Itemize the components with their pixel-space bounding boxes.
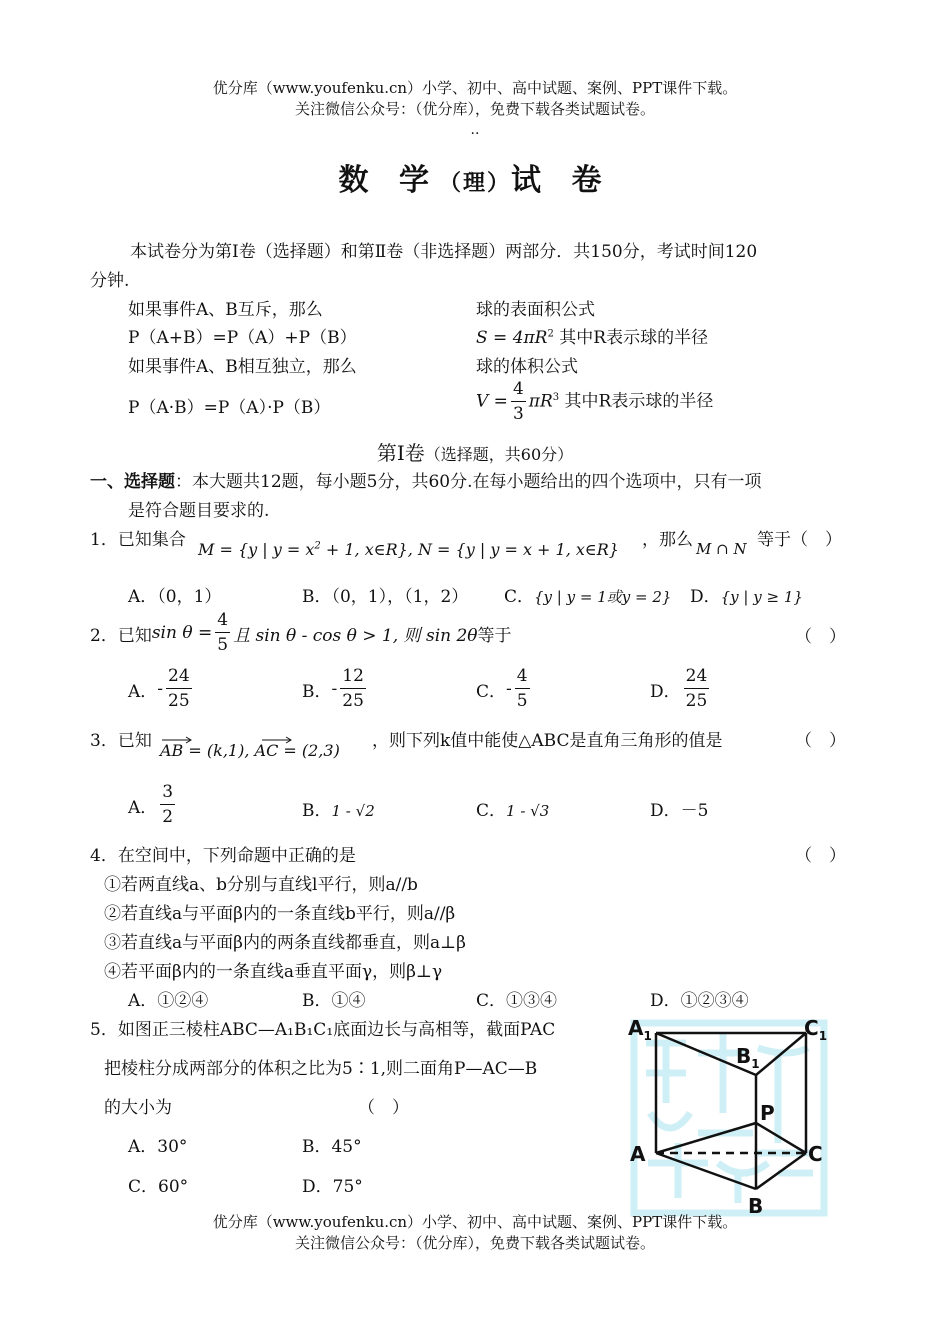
sphere-volume-lhs: V =: [476, 391, 508, 412]
q2-option-a-frac: [166, 668, 192, 710]
intro-line-1: 本试卷分为第Ⅰ卷（选择题）和第Ⅱ卷（非选择题）两部分．共150分，考试时间120: [130, 242, 758, 262]
q2-option-b-den: 25: [342, 691, 364, 711]
q3-option-a-frac: [160, 784, 175, 826]
q4-statement-2: ②若直线a与平面β内的一条直线b平行，则a//β: [104, 904, 456, 924]
formula-left-4: P（A·B）=P（A）·P（B）: [128, 398, 331, 418]
header-dots: ..: [470, 122, 480, 138]
part1-line-2: 是符合题目要求的.: [128, 501, 270, 521]
q5-option-b: B．45°: [302, 1137, 362, 1157]
frac-num: 4: [511, 381, 526, 402]
q2-num: 2．已知: [90, 625, 152, 646]
q1-option-c: [504, 582, 671, 607]
section-title: 第Ⅰ卷: [376, 441, 425, 465]
q3-vectors: [160, 741, 340, 760]
q3-vector-text: AB = (k,1), AC = (2,3): [160, 741, 340, 760]
q3-option-c-label: C．: [476, 801, 507, 821]
section-sub: （选择题，共60分）: [424, 445, 574, 464]
q2-option-a-label: A．: [128, 681, 158, 702]
q5-paren: （ ）: [358, 1098, 409, 1118]
part1-text-1: ：本大题共12题，每小题5分，共60分.在每小题给出的四个选项中，只有一项: [175, 472, 762, 492]
q3-option-b-label: B．: [302, 801, 332, 821]
q2-option-c-sign: -: [506, 679, 512, 699]
page-title: [0, 155, 950, 199]
q2-option-c: [476, 668, 533, 710]
formula-right-4: [476, 381, 713, 423]
intro-line-2: 分钟.: [90, 271, 130, 291]
q1-set-m-exp: 2: [314, 540, 321, 552]
q2-option-d: [650, 668, 712, 710]
q2-post: 且 sin θ - cos θ > 1, 则 sin 2θ: [233, 625, 478, 646]
q1-set-m: M = {y | y = x: [198, 540, 315, 559]
part1-line-1: [90, 467, 761, 492]
q2-option-c-num: 4: [515, 668, 530, 689]
label-b1: $B_1$: [736, 1044, 760, 1071]
sphere-volume-exp: 3: [552, 391, 560, 403]
q5-line-1: 5．如图正三棱柱ABC—A₁B₁C₁底面边长与高相等，截面PAC: [90, 1020, 556, 1040]
q3-vector-arrows: [160, 735, 360, 745]
q1-option-a: A．（0，1）: [128, 587, 222, 607]
q3-option-b: [302, 796, 375, 821]
footer-line-1: 优分库（www.youfenku.cn）小学、初中、高中试题、案例、PPT课件下载。: [212, 1213, 738, 1231]
q3-option-a-num: 3: [160, 784, 175, 805]
section-heading: [0, 437, 950, 466]
sphere-area-formula: S = 4πR: [476, 328, 548, 348]
q5-line-3: 的大小为: [104, 1098, 172, 1118]
q5-line-2: 把棱柱分成两部分的体积之比为5∶1,则二面角P—AC—B: [104, 1059, 538, 1079]
frac-den: 3: [512, 404, 524, 424]
q3-paren: （ ）: [795, 731, 846, 751]
label-p: P: [760, 1101, 775, 1125]
q3-option-d: D．－5: [650, 801, 709, 821]
q2-option-c-label: C．: [476, 681, 507, 702]
q2-option-a-den: 25: [168, 691, 190, 711]
q2-paren: （ ）: [795, 627, 846, 647]
q2-option-b-num: 12: [340, 668, 366, 689]
q4-statement-1: ①若两直线a、b分别与直线l平行，则a//b: [104, 875, 418, 895]
q4-paren: （ ）: [795, 846, 846, 866]
stamp-watermark: [634, 1023, 824, 1213]
q2-frac-den: 5: [217, 635, 229, 655]
sphere-volume-note: 其中R表示球的半径: [564, 391, 714, 412]
q5-option-a: A．30°: [128, 1137, 188, 1157]
q3-option-c-text: 1 - √3: [506, 802, 550, 820]
label-a1: $A_1$: [628, 1016, 652, 1043]
q4-option-a: A．①②④: [128, 991, 209, 1011]
q1-intersection: M ∩ N: [696, 540, 747, 558]
q1-option-c-label: C．: [504, 587, 535, 607]
part1-label: 一、选择题: [90, 472, 175, 492]
formula-left-1: 如果事件A、B互斥，那么: [128, 300, 323, 320]
q1-set-rest: + 1, x∈R}, N = {y | y = x + 1, x∈R}: [320, 540, 619, 559]
q1-option-c-text: {y | y = 1或y = 2}: [534, 588, 672, 606]
header-line-1: 优分库（www.youfenku.cn）小学、初中、高中试题、案例、PPT课件下载。: [212, 79, 738, 97]
q2-option-d-label: D．: [650, 681, 681, 702]
q1-option-d-label: D．: [690, 587, 721, 607]
q1-tail: 等于（ ）: [757, 530, 842, 550]
title-main-1: 数 学: [338, 163, 439, 198]
q2-option-d-den: 25: [685, 691, 708, 711]
q2-option-a-sign: -: [157, 679, 164, 699]
q2-option-c-frac: [515, 668, 530, 710]
q2-tail: 等于: [477, 625, 512, 646]
formula-right-1: 球的表面积公式: [476, 300, 595, 320]
label-a: A: [630, 1142, 646, 1166]
q1-option-d-text: {y | y ≥ 1}: [720, 588, 803, 606]
q3-tail: ，则下列k值中能使△ABC是直角三角形的值是: [372, 731, 723, 751]
q5-option-d: D．75°: [302, 1177, 363, 1197]
q5-option-c: C．60°: [128, 1177, 189, 1197]
q2-stem: [90, 612, 512, 654]
footer-line-2: 关注微信公众号：（优分库），免费下载各类试题试卷。: [294, 1234, 655, 1252]
q2-option-c-den: 5: [516, 691, 528, 711]
q1-option-d: [690, 582, 803, 607]
sphere-area-note: 其中R表示球的半径: [559, 328, 709, 348]
formula-right-3: 球的体积公式: [476, 357, 578, 377]
formula-left-3: 如果事件A、B相互独立，那么: [128, 357, 357, 377]
q2-option-d-num: 24: [684, 668, 710, 689]
stamp-glyphs: [646, 1033, 813, 1203]
formula-left-2: P（A+B）=P（A）+P（B）: [128, 328, 357, 348]
q4-option-c: C．①③④: [476, 991, 558, 1011]
q3-num: 3．已知: [90, 731, 152, 751]
label-c1: $C_1$: [804, 1016, 828, 1043]
q4-stem: 4．在空间中，下列命题中正确的是: [90, 846, 356, 866]
prism-figure: [628, 1013, 830, 1219]
q1-num: 1．已知集合: [90, 530, 186, 550]
q4-option-d: D．①②③④: [650, 991, 749, 1011]
q2-option-a-num: 24: [166, 668, 192, 689]
header-line-2: 关注微信公众号：（优分库），免费下载各类试题试卷。: [294, 100, 655, 118]
q2-pre: sin θ =: [151, 623, 213, 643]
q2-frac-num: 4: [215, 612, 230, 633]
q3-option-a-label: A．: [128, 797, 158, 818]
label-c: C: [808, 1142, 823, 1166]
q2-option-b-frac: [340, 668, 366, 710]
q2-option-a: [128, 668, 195, 710]
sphere-volume-rest: πR: [528, 391, 553, 412]
q3-option-b-text: 1 - √2: [331, 802, 375, 820]
q3-option-a: [128, 784, 178, 826]
q2-option-b-sign: -: [331, 679, 338, 699]
q2-option-b-label: B．: [302, 681, 332, 702]
q4-statement-4: ④若平面β内的一条直线a垂直平面γ，则β⊥γ: [104, 962, 443, 982]
q4-option-b: B．①④: [302, 991, 366, 1011]
q1-option-b: B．（0，1），（1，2）: [302, 587, 469, 607]
q2-option-b: [302, 668, 369, 710]
title-sub: （理）: [438, 170, 511, 196]
q1-mid: ，那么: [642, 530, 693, 550]
q2-option-d-frac: [684, 668, 710, 710]
sphere-volume-frac: [511, 381, 526, 423]
q1-sets: [198, 540, 619, 559]
q2-frac: [215, 612, 230, 654]
q4-statement-3: ③若直线a与平面β内的两条直线都垂直，则a⊥β: [104, 933, 466, 953]
q3-option-a-den: 2: [162, 807, 174, 827]
q3-option-c: [476, 796, 549, 821]
label-b: B: [748, 1194, 764, 1218]
sphere-area-exp: 2: [547, 328, 554, 340]
formula-right-2: [476, 323, 708, 348]
title-main-2: 试 卷: [511, 163, 612, 198]
